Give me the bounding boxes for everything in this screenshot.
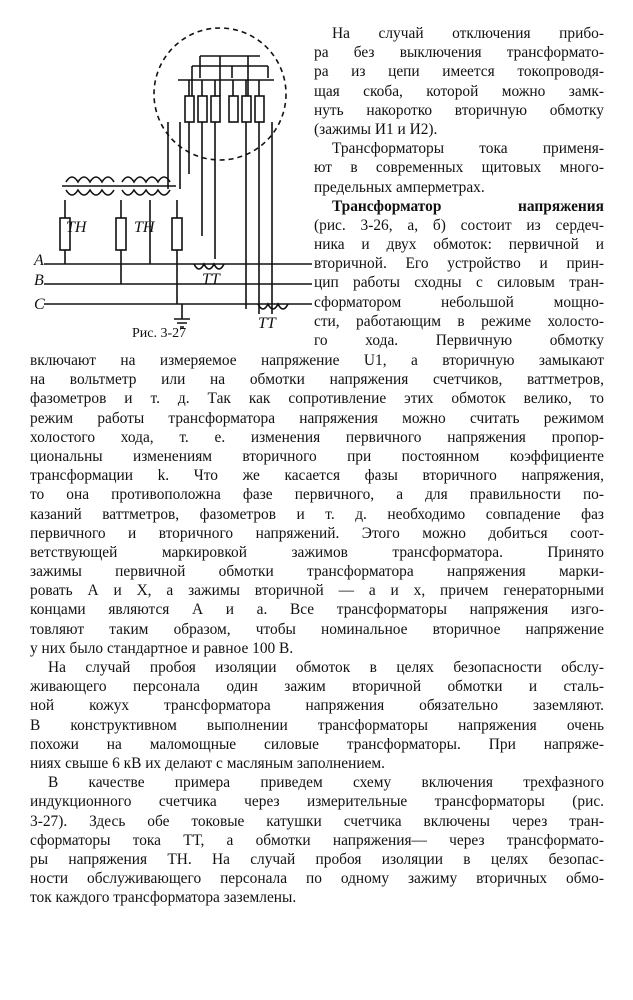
text-line: Трансформаторы тока применя- [332,140,604,158]
text-line: ника и двух обмоток: первичной и [314,236,604,254]
text-line: сти, работающим в режиме холосто- [314,312,604,330]
text-line: ровать А и Х, а зажимы вторичной — а и х, причем генераторными [30,582,604,600]
text-line: сформаторы тока ТТ, а обмотки напряжения— через трансформато- [30,831,604,849]
text-line: го хода. Первичную обмотку [314,332,604,349]
label-tn-1: ТН [66,219,87,236]
text-line: у них было стандартное и равное 100 В. [30,639,294,657]
text-line: нуть накоротко вторичную обмотку [314,101,604,119]
text-line: На случай отключения прибо- [332,25,604,42]
text-line: На случай пробоя изоляции обмоток в целях безопасности обслу- [48,659,604,676]
label-tn-2: ТН [134,219,155,236]
text-line: на вольтметр или на обмотки напряжения счетчиков, ваттметров, [30,371,604,389]
text-line: сформатором небольшой мощно- [314,293,604,311]
main-text [30,351,604,907]
label-phase-a: A [34,252,44,269]
text-line: цип работы сходны с силовым тран- [314,274,604,292]
label-tt-2: ТТ [258,315,276,332]
text-line: 3-27). Здесь обе токовые катушки счетчика включены через тран- [30,812,604,830]
section-heading: Трансформатор напряжения [332,197,604,215]
text-line: (рис. 3-26, а, б) состоит из сердеч- [314,216,604,234]
text-line: (зажимы И1 и И2). [314,120,438,138]
text-line: то она противоположна фазе первичного, а для правильности по- [30,486,604,504]
text-line: ток каждого трансформатора заземлены. [30,889,297,907]
text-line: вторичной. Его устройство и прин- [314,255,604,273]
text-line: ры напряжения ТН. На случай пробоя изоляции в целях безопас- [30,850,604,868]
side-text [314,24,604,350]
text-line: товляют таким образом, чтобы номинальное вторичное напряжение [30,620,604,638]
text-line: концами являются А и а. Все трансформаторы напряжения изго- [30,601,604,619]
text-line: трансформации k. Что же касается фазы вторичного напряжения, [30,467,604,485]
circuit-diagram [22,14,312,348]
label-tt-1: ТТ [202,271,220,288]
text-line: зажимы первичной обмотки трансформатора напряжения марки- [30,563,604,581]
text-line: ветствующей маркировкой зажимов трансформатора. Принято [30,543,604,561]
ground-symbol [174,304,190,327]
text-line: живающего персонала один зажим вторичной обмотки и сталь- [30,678,604,696]
voltage-transformer-coils [62,177,176,195]
text-line: казаний ваттметров, фазометров и т. д. необходимо совпадение фаз [30,505,604,523]
text-line: первичного и вторичного напряжений. Этого можно добиться соот- [30,524,604,542]
text-line: ра без выключения трансформато- [314,44,604,62]
text-line: холостого хода, т. е. изменения первичного напряжения пропор- [30,428,604,446]
text-line: включают на измеряемое напряжение U1, а вторичную замыкают [30,352,604,369]
text-line: индукционного счетчика через измерительные трансформаторы (рис. [30,793,604,811]
text-line: фазометров и т. д. Так как сопротивление этих обмоток велико, то [30,390,604,408]
text-line: ности обслуживающего персонала по одному зажиму вторичных обмо- [30,870,604,888]
text-line: щая скоба, которой можно замк- [314,82,604,100]
text-line: ют в современных щитовых много- [314,159,604,177]
text-line: предельных амперметрах. [314,178,485,196]
figure-caption: Рис. 3-27 [132,326,187,341]
label-phase-c: C [34,296,45,313]
text-line: ниях свыше 6 кВ их делают с масляным заполнением. [30,754,385,772]
text-line: циональны изменениям вторичного при постоянном коэффициенте [30,447,604,465]
text-line: похожи на маломощные силовые трансформаторы. При напряже- [30,735,604,753]
text-line: ра из цепи имеется токопроводя- [314,63,604,81]
figure-3-27 [22,14,312,348]
text-line: В конструктивном выполнении трансформаторы напряжения очень [30,716,604,734]
label-phase-b: B [34,272,44,289]
text-line: ной кожух трансформатора напряжения обязательно заземляют. [30,697,604,715]
text-line: режим работы трансформатора напряжения можно считать режимом [30,409,604,427]
meter-coils [185,96,264,122]
text-line: В качестве примера приведем схему включения трехфазного [48,774,604,792]
